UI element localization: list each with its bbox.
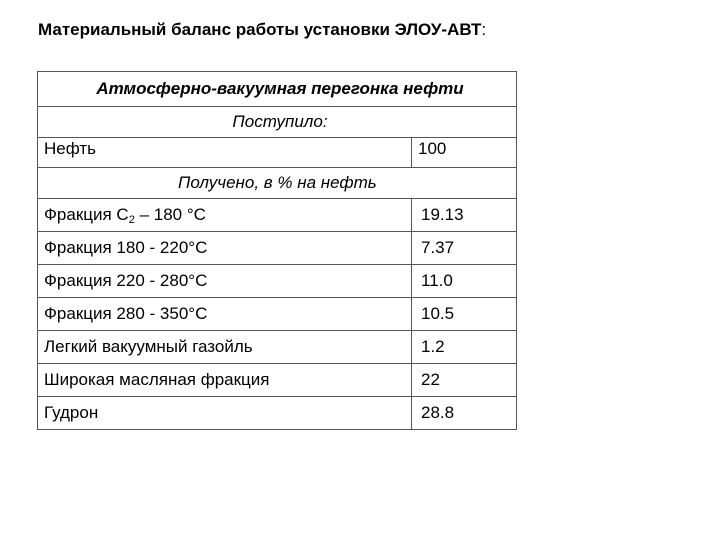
fraction-name: Легкий вакуумный газойль <box>38 331 412 364</box>
table-row <box>38 232 517 265</box>
fraction-value: 28.8 <box>412 397 517 430</box>
obtained-label: Получено, в % на нефть <box>178 173 377 192</box>
fraction-name-suffix: – 180 °С <box>134 205 206 224</box>
page-title-colon: : <box>481 20 487 39</box>
page-title <box>38 20 486 40</box>
fraction-name: Фракция 220 - 280°С <box>38 265 412 298</box>
fraction-value: 22 <box>412 364 517 397</box>
fraction-value: 1.2 <box>412 331 517 364</box>
table-row <box>38 298 517 331</box>
input-name: Нефть <box>38 138 412 168</box>
fraction-name <box>38 199 412 232</box>
fraction-name: Гудрон <box>38 397 412 430</box>
fraction-value: 19.13 <box>412 199 517 232</box>
input-value: 100 <box>412 138 517 168</box>
fraction-name: Широкая масляная фракция <box>38 364 412 397</box>
table-heading-row <box>38 72 517 107</box>
fraction-name: Фракция 180 - 220°С <box>38 232 412 265</box>
table-row <box>38 199 517 232</box>
received-label-row <box>38 107 517 138</box>
table-row <box>38 364 517 397</box>
fraction-name: Фракция 280 - 350°С <box>38 298 412 331</box>
fraction-value: 7.37 <box>412 232 517 265</box>
obtained-label-row <box>38 168 517 199</box>
table-row <box>38 397 517 430</box>
page-title-text: Материальный баланс работы установки ЭЛОУ-АВТ <box>38 20 482 39</box>
table-row <box>38 265 517 298</box>
fraction-value: 11.0 <box>412 265 517 298</box>
fraction-name-subscript: 2 <box>128 214 135 226</box>
fraction-name-prefix: Фракция С <box>44 205 129 224</box>
table-row <box>38 331 517 364</box>
material-balance-table <box>37 71 517 430</box>
fraction-value: 10.5 <box>412 298 517 331</box>
received-label: Поступило: <box>38 107 517 138</box>
table-heading: Атмосферно-вакуумная перегонка нефти <box>38 72 517 107</box>
table-row <box>38 138 517 168</box>
